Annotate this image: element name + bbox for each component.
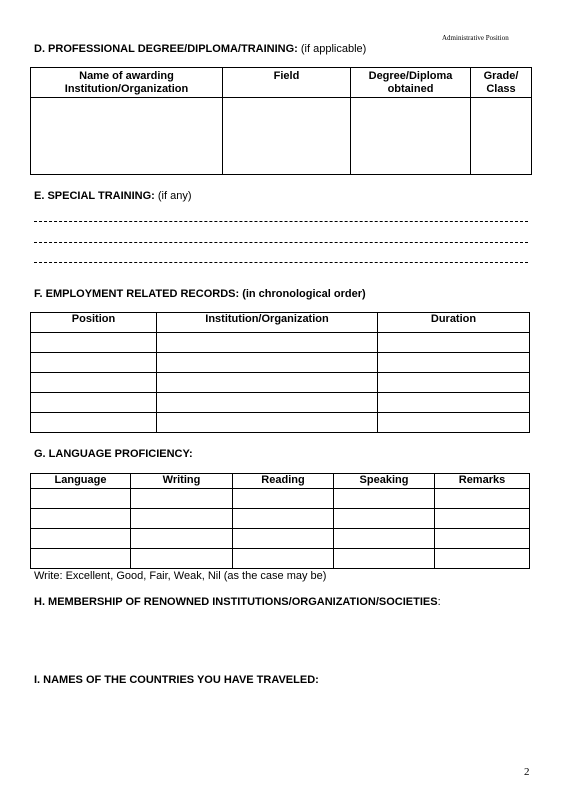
language-table-header <box>31 474 530 489</box>
employment-col-position: Position <box>31 313 157 333</box>
section-d-heading <box>34 43 366 55</box>
section-h-colon: : <box>437 596 441 608</box>
header-position-label: Administrative Position <box>442 34 509 42</box>
page-number: 2 <box>524 766 530 778</box>
table-row[interactable] <box>31 353 530 373</box>
degree-col-field: Field <box>223 68 351 98</box>
section-f-title: F. EMPLOYMENT RELATED RECORDS: (in chronological order) <box>34 288 366 300</box>
language-table <box>30 473 530 569</box>
degree-table <box>30 67 532 175</box>
language-col-speaking: Speaking <box>334 474 435 489</box>
section-e-heading <box>34 190 192 202</box>
language-footnote: Write: Excellent, Good, Fair, Weak, Nil (as the case may be) <box>34 570 327 582</box>
section-e-note: (if any) <box>157 190 192 202</box>
employment-col-institution: Institution/Organization <box>157 313 378 333</box>
section-d-note: (if applicable) <box>300 43 367 55</box>
special-training-line-3[interactable] <box>34 262 528 263</box>
degree-cell-degree[interactable] <box>351 98 471 175</box>
section-h-title: H. MEMBERSHIP OF RENOWNED INSTITUTIONS/ORGANIZATION/SOCIETIES <box>34 596 438 608</box>
employment-table <box>30 312 530 433</box>
table-row[interactable] <box>31 489 530 509</box>
degree-cell-institution[interactable] <box>31 98 223 175</box>
employment-col-duration: Duration <box>378 313 530 333</box>
table-row[interactable] <box>31 413 530 433</box>
degree-col-grade: Grade/ Class <box>471 68 532 98</box>
table-row[interactable] <box>31 393 530 413</box>
degree-table-header <box>31 68 532 98</box>
section-e-title: E. SPECIAL TRAINING: <box>34 190 155 202</box>
degree-cell-grade[interactable] <box>471 98 532 175</box>
section-i-title: I. NAMES OF THE COUNTRIES YOU HAVE TRAVELED: <box>34 674 319 686</box>
degree-col-institution: Name of awarding Institution/Organization <box>31 68 223 98</box>
section-d-title: D. PROFESSIONAL DEGREE/DIPLOMA/TRAINING: <box>34 43 298 55</box>
table-row[interactable] <box>31 529 530 549</box>
table-row[interactable] <box>31 549 530 569</box>
language-col-writing: Writing <box>131 474 233 489</box>
degree-entry-row[interactable] <box>31 98 532 175</box>
section-g-title: G. LANGUAGE PROFICIENCY: <box>34 448 193 460</box>
special-training-line-1[interactable] <box>34 221 528 222</box>
table-row[interactable] <box>31 509 530 529</box>
language-col-language: Language <box>31 474 131 489</box>
degree-col-degree: Degree/Diploma obtained <box>351 68 471 98</box>
special-training-line-2[interactable] <box>34 242 528 243</box>
table-row[interactable] <box>31 373 530 393</box>
language-col-remarks: Remarks <box>435 474 530 489</box>
language-col-reading: Reading <box>233 474 334 489</box>
section-h-heading <box>34 596 441 608</box>
table-row[interactable] <box>31 333 530 353</box>
employment-table-header <box>31 313 530 333</box>
degree-cell-field[interactable] <box>223 98 351 175</box>
